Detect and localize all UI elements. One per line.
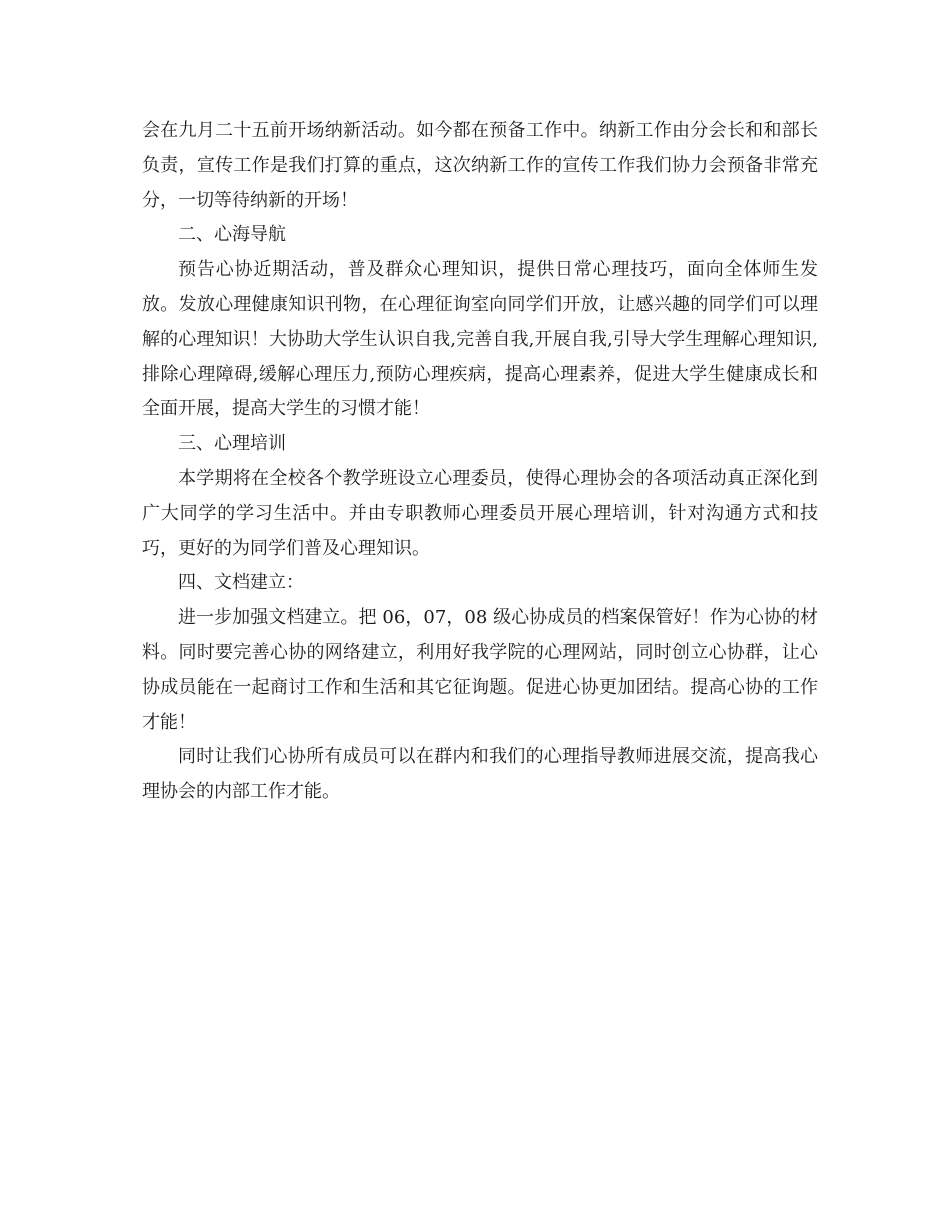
heading-section-2: 二、心海导航 — [178, 224, 286, 246]
heading-section-4: 四、文档建立： — [178, 572, 304, 594]
paragraph-section-4: 进一步加强文档建立。把 06，07，08 级心协成员的档案保管好！作为心协的材料。同时要完善心协的网络建立，利用好我学院的心理网站，同时创立心协群，让心协成员能在一起商讨工作和生活和其它征询题。促进心协更加团结。提高心协的工作才能！ — [142, 607, 818, 733]
heading-section-3: 三、心理培训 — [178, 433, 286, 455]
paragraph-section-3: 本学期将在全校各个教学班设立心理委员，使得心理协会的各项活动真正深化到广大同学的学习生活中。并由专职教师心理委员开展心理培训，针对沟通方式和技巧，更好的为同学们普及心理知识。 — [142, 467, 818, 559]
paragraph-recruitment-continuation: 会在九月二十五前开场纳新活动。如今都在预备工作中。纳新工作由分会长和和部长负责，宣传工作是我们打算的重点，这次纳新工作的宣传工作我们协力会预备非常充分，一切等待纳新的开场！ — [142, 120, 818, 211]
paragraph-section-2: 预告心协近期活动，普及群众心理知识，提供日常心理技巧，面向全体师生发放。发放心理健康知识刊物，在心理征询室向同学们开放，让感兴趣的同学们可以理解的心理知识！大协助大学生认识自我,完善自我,开展自我,引导大学生理解心理知识,排除心理障碍,缓解心理压力,预防心理疾病，提高心理素养，促进大学生健康成长和全面开展，提高大学生的习惯才能！ — [142, 259, 818, 420]
paragraph-closing: 同时让我们心协所有成员可以在群内和我们的心理指导教师进展交流，提高我心理协会的内部工作才能。 — [142, 746, 818, 803]
